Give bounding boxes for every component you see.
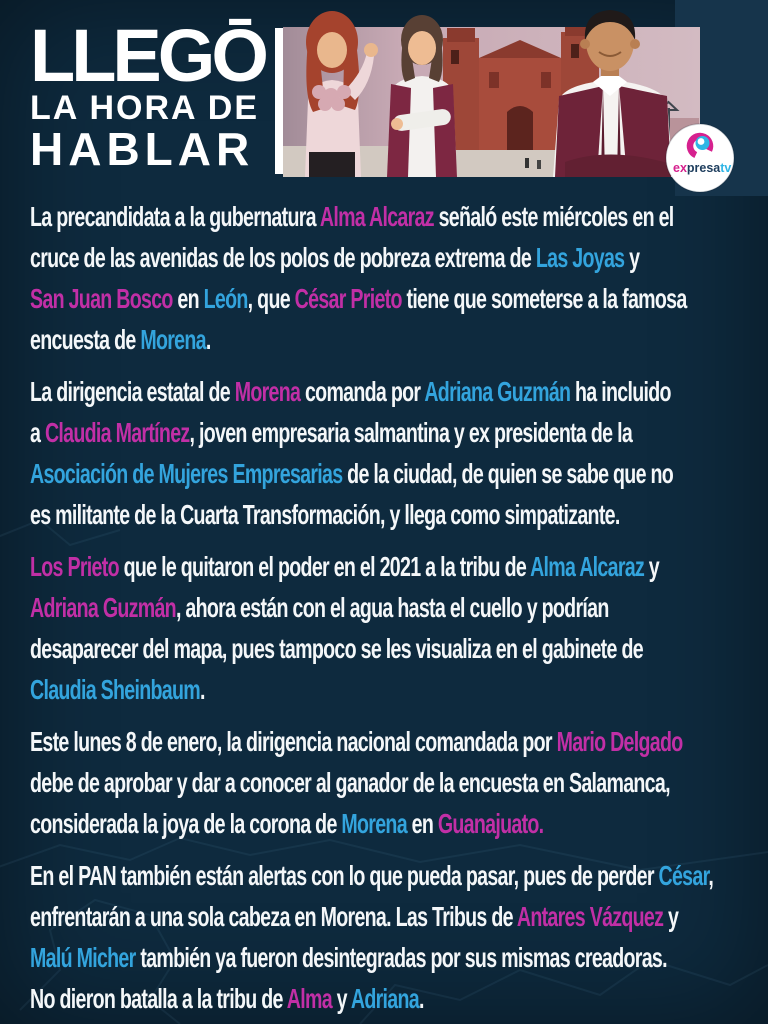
logo-line-llego: LLEGŌ bbox=[30, 14, 265, 97]
highlighted-name: Alma Alcaraz bbox=[530, 551, 645, 582]
text-line bbox=[30, 721, 683, 762]
paragraph bbox=[30, 855, 768, 1019]
logo-line-hablar: HABLAR bbox=[30, 123, 255, 175]
text-run: . bbox=[199, 674, 205, 705]
text-run: en bbox=[172, 283, 204, 314]
text-run: Este lunes 8 de enero, la dirigencia nacional comandada por bbox=[30, 726, 557, 757]
highlighted-name: Adriana bbox=[350, 983, 419, 1014]
text-run: , ahora están con el agua hasta el cuello y podrían bbox=[175, 592, 609, 623]
text-run: debe de aprobar y dar a conocer al ganador de la encuesta en Salamanca, bbox=[30, 767, 670, 798]
text-line bbox=[30, 237, 640, 278]
text-run: , que bbox=[247, 283, 295, 314]
text-run: cruce de las avenidas de los polos de pobreza extrema de bbox=[30, 242, 536, 273]
highlighted-name: Alma Alcaraz bbox=[319, 201, 434, 232]
text-run: . bbox=[418, 983, 424, 1014]
text-run: , joven empresaria salmantina y ex presidenta de la bbox=[189, 417, 633, 448]
photo-frame bbox=[275, 28, 283, 174]
text-line bbox=[30, 669, 547, 710]
text-line bbox=[30, 762, 670, 803]
text-line bbox=[30, 278, 687, 319]
highlighted-name: Malú Micher bbox=[30, 942, 136, 973]
text-line bbox=[30, 371, 671, 412]
show-logo bbox=[30, 14, 265, 175]
text-run: también ya fueron desintegradas por sus mismas creadoras. bbox=[135, 942, 667, 973]
text-run: La precandidata a la gubernatura bbox=[30, 201, 320, 232]
text-line bbox=[30, 196, 674, 237]
text-run: y bbox=[624, 242, 640, 273]
text-run: y bbox=[644, 551, 660, 582]
highlighted-name: Los Prieto bbox=[30, 551, 119, 582]
text-line bbox=[30, 978, 547, 1019]
highlighted-name: Antares Vázquez bbox=[516, 901, 664, 932]
text-run: es militante de la Cuarta Transformación, y llega como simpatizante. bbox=[30, 499, 620, 530]
text-run: , bbox=[708, 860, 714, 891]
highlighted-name: Mario Delgado bbox=[556, 726, 683, 757]
header-photo bbox=[275, 0, 768, 200]
text-run: que le quitaron el poder en el 2021 a la tribu de bbox=[118, 551, 531, 582]
text-line bbox=[30, 937, 667, 978]
text-run: tiene que someterse a la famosa bbox=[401, 283, 687, 314]
text-line bbox=[30, 453, 674, 494]
text-line bbox=[30, 803, 547, 844]
text-run: enfrentarán a una sola cabeza en Morena. Las Tribus de bbox=[30, 901, 517, 932]
text-run: La dirigencia estatal de bbox=[30, 376, 235, 407]
highlighted-name: Morena bbox=[234, 376, 301, 407]
text-run: ha incluido bbox=[570, 376, 671, 407]
highlighted-name: San Juan Bosco bbox=[30, 283, 173, 314]
text-run: y bbox=[663, 901, 679, 932]
text-line bbox=[30, 546, 660, 587]
text-run: a bbox=[30, 417, 45, 448]
highlighted-name: Las Joyas bbox=[535, 242, 625, 273]
text-line bbox=[30, 412, 633, 453]
text-line bbox=[30, 628, 643, 669]
highlighted-name: Alma bbox=[286, 983, 332, 1014]
highlighted-name: César Prieto bbox=[294, 283, 402, 314]
text-run: en bbox=[406, 808, 438, 839]
text-run: considerada la joya de la corona de bbox=[30, 808, 342, 839]
highlighted-name: Claudia Martínez bbox=[44, 417, 190, 448]
text-run: comanda por bbox=[300, 376, 425, 407]
highlighted-name: Adriana Guzmán bbox=[424, 376, 571, 407]
text-run: En el PAN también están alertas con lo que pueda pasar, pues de perder bbox=[30, 860, 659, 891]
highlighted-name: César bbox=[658, 860, 709, 891]
expresa-tv-logo bbox=[666, 124, 734, 192]
article-body bbox=[30, 196, 768, 1024]
paragraph bbox=[30, 371, 768, 535]
highlighted-name: Morena bbox=[341, 808, 407, 839]
text-line bbox=[30, 319, 547, 360]
paragraph bbox=[30, 721, 768, 844]
highlighted-name: León bbox=[203, 283, 248, 314]
highlighted-name: Claudia Sheinbaum bbox=[30, 674, 200, 705]
paragraph bbox=[30, 546, 768, 710]
text-line bbox=[30, 494, 620, 535]
text-run: . bbox=[205, 324, 211, 355]
brand-wordmark: expresatv bbox=[673, 161, 732, 175]
text-line bbox=[30, 855, 714, 896]
text-run: y bbox=[331, 983, 351, 1014]
text-run: encuesta de bbox=[30, 324, 141, 355]
highlighted-name: Asociación de Mujeres Empresarias bbox=[30, 458, 343, 489]
text-line bbox=[30, 896, 679, 937]
highlighted-name: Adriana Guzmán bbox=[30, 592, 176, 623]
logo-line-la-hora-de: LA HORA DE bbox=[30, 89, 260, 127]
highlighted-name: Guanajuato. bbox=[437, 808, 544, 839]
text-run: No dieron batalla a la tribu de bbox=[30, 983, 287, 1014]
text-run: desaparecer del mapa, pues tampoco se les visualiza en el gabinete de bbox=[30, 633, 643, 664]
paragraph bbox=[30, 196, 768, 360]
text-line bbox=[30, 587, 609, 628]
text-run: de la ciudad, de quien se sabe que no bbox=[342, 458, 674, 489]
text-run: señaló este miércoles en el bbox=[433, 201, 674, 232]
highlighted-name: Morena bbox=[140, 324, 206, 355]
